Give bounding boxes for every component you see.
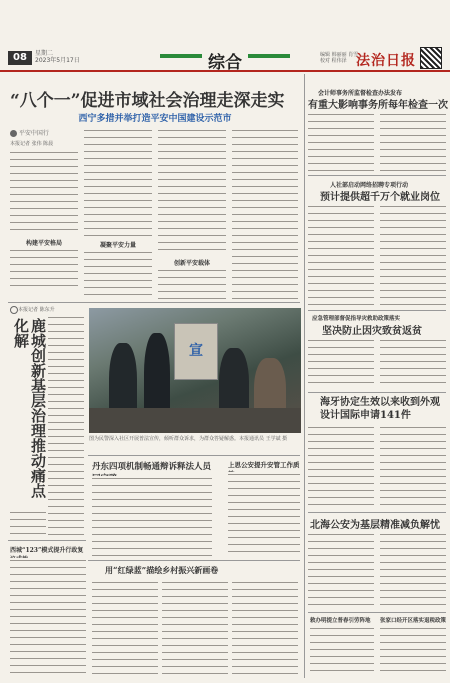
mid-story-1-body [92, 476, 212, 558]
divider [308, 310, 446, 311]
lead-column-1b [10, 248, 78, 288]
story3-title[interactable]: 坚决防止因灾致贫返贫 [322, 326, 422, 337]
lead-column-3 [158, 128, 226, 256]
tag-label: 平安中国行 [18, 130, 49, 137]
weekday: 星期二 [35, 50, 54, 57]
bottom-left-body [10, 558, 86, 676]
mid-story-2-body [228, 472, 300, 558]
mid-story-2-title[interactable]: 上思公安提升安管工作质 [228, 461, 300, 469]
lead-column-3b [158, 268, 226, 300]
lead-byline: 本报记者 张伟 陈晨 [10, 141, 54, 147]
story2-kicker: 人社部启动网络招聘专项行动 [330, 182, 409, 189]
lead-column-4 [232, 128, 298, 300]
divider [308, 175, 446, 176]
mid-story-3-body [92, 580, 298, 675]
photo-ground [89, 408, 301, 433]
lead-column-2b [84, 250, 152, 300]
issue-date [35, 50, 80, 64]
divider [88, 560, 300, 561]
story4-title[interactable]: 海牙协定生效以来收到外观设计国际申请141件 [320, 397, 440, 421]
page-number: 08 [8, 51, 32, 65]
photo-caption: 图为民警深入社区开展普法宣传，倾听群众诉求，为群众答疑解惑。本报通讯员 王学斌 摄 [89, 436, 288, 442]
masthead-logo: 法治日报 [356, 53, 416, 69]
section-bar-left [160, 54, 202, 58]
editor-credits [320, 52, 358, 64]
box1-body [310, 626, 374, 676]
feature-vertical-headline[interactable]: 鹿城创新基层治理推动痛点化解 [12, 318, 47, 498]
lead-column-1 [10, 150, 78, 235]
box2-title[interactable]: 张家口经开区落实退税政策 [380, 618, 447, 624]
bottom-left-title[interactable]: 西城“123”模式提升行政复 [10, 547, 84, 554]
tag-icon [10, 130, 17, 137]
qr-code-icon[interactable] [420, 47, 442, 69]
story5-body [308, 532, 446, 610]
banner-board [174, 323, 218, 380]
mid-story-3-title[interactable]: 用“红绿蓝”描绘乡村振兴新画卷 [105, 565, 219, 575]
divider [308, 392, 446, 393]
story1-body [308, 112, 446, 172]
news-photo[interactable] [89, 308, 301, 433]
lead-column-2 [84, 128, 152, 238]
story2-title[interactable]: 预计提供超千万个就业岗位 [320, 192, 440, 203]
divider [308, 512, 446, 513]
lead-headline[interactable]: “八个一”促进市域社会治理走深走实 [10, 91, 285, 111]
editor-line: 编辑 韩丽丽 肖雪 [320, 52, 359, 58]
banner-char: 宣 [189, 343, 203, 359]
proofreader-line: 校对 程伟泽 [320, 58, 347, 64]
story1-kicker: 会计师事务所监督检查办法发布 [318, 90, 403, 97]
divider [88, 455, 300, 456]
section-bar-right [248, 54, 290, 58]
box1-title[interactable]: 敕办明提立普春引劳阵地 [310, 618, 371, 624]
section-title: 综合 [208, 53, 242, 73]
mid-story-1-title[interactable]: 丹东四项机制畅通辩诉释法人员 [92, 462, 212, 472]
story3-body [308, 338, 446, 388]
date: 2023年5月17日 [35, 57, 80, 64]
lead-subheadline: 西宁多措并举打造平安中国建设示范市 [78, 114, 232, 124]
feature-byline: 本报记者 陈东升 [18, 307, 55, 313]
story1-title[interactable]: 有重大影响事务所每年检查一次 [308, 100, 448, 111]
column-tag [10, 128, 49, 137]
divider [8, 302, 300, 303]
subhead-1: 构建平安格局 [25, 240, 62, 247]
bullet-icon [10, 306, 18, 314]
feature-column-b [10, 510, 46, 535]
column-divider [304, 74, 305, 678]
story5-title[interactable]: 北海公安为基层精准减负解忧 [310, 520, 440, 531]
box2-body [380, 626, 446, 676]
story4-body [308, 425, 446, 508]
story2-body [308, 204, 446, 306]
subhead-2: 凝聚平安力量 [99, 242, 136, 249]
divider [8, 540, 86, 541]
subhead-3: 创新平安载体 [173, 260, 210, 267]
feature-column [48, 315, 84, 535]
story3-kicker: 应急管理部督促指导灾救助政策落实 [312, 316, 401, 322]
divider [308, 612, 446, 613]
